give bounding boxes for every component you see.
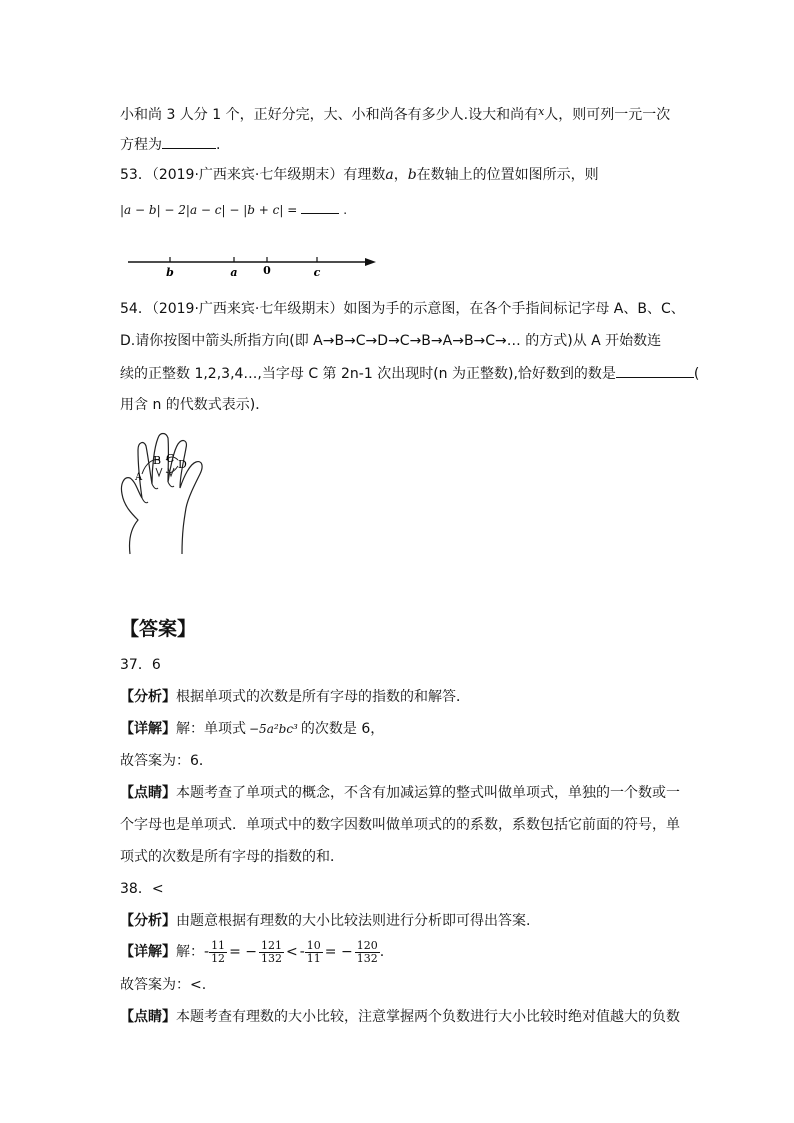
fraction-10-11	[305, 940, 323, 965]
equals-minus: = −	[229, 944, 257, 960]
answer-38-conclusion: 故答案为：<.	[120, 977, 207, 993]
comma: ，	[393, 167, 408, 183]
fraction-120-132	[355, 940, 380, 965]
q54-text: 续的正整数 1,2,3,4…,当字母 C 第 2n-1 次出现时(n 为正整数),恰好数到的数是	[120, 366, 616, 382]
denominator: 132	[260, 951, 282, 965]
numerator: 10	[306, 938, 321, 952]
answer-blank	[301, 199, 339, 214]
q53-expression-line	[120, 199, 347, 220]
q54-line2: D.请你按图中箭头所指方向(即 A→B→C→D→C→B→A→B→C→… 的方式)从 A 开始数连	[120, 333, 662, 349]
label-a: a	[230, 266, 238, 279]
label-zero: 0	[263, 264, 271, 277]
label-c: c	[313, 266, 321, 279]
answer-37-number: 37．6	[120, 657, 161, 673]
detail-tag: 【详解】	[120, 721, 176, 737]
variable-b: b	[407, 167, 417, 183]
minus-sign: -	[299, 944, 305, 960]
answer-37-comment1	[120, 783, 680, 803]
fraction-121-132	[259, 940, 284, 965]
finger-crease	[142, 482, 174, 503]
numerator: 11	[211, 938, 226, 952]
answer-37-detail	[120, 719, 384, 739]
q53-text: 53．（2019·广西来宾·七年级期末）有理数	[120, 167, 386, 183]
answer-37-conclusion: 故答案为：6．	[120, 753, 213, 769]
detail-text-after: 的次数是 6，	[300, 721, 385, 737]
hand-letter-d: D	[178, 458, 187, 471]
answer-blank	[616, 363, 694, 378]
axis-arrow-icon	[365, 258, 376, 266]
variable-x: x	[538, 105, 545, 118]
less-than: <	[285, 944, 298, 960]
hand-outline	[121, 434, 202, 555]
detail-text: 解：	[176, 944, 204, 960]
hand-letter-a: A	[135, 472, 143, 483]
answer-38-detail	[120, 937, 384, 967]
numerator: 120	[356, 938, 378, 952]
q52-text-after: 人，则可列一元一次	[544, 107, 671, 123]
denominator: 11	[306, 951, 321, 965]
answer-37-analysis	[120, 687, 470, 707]
answer-37-comment2: 个字母也是单项式．单项式中的数字因数叫做单项式的的系数，系数包括它前面的符号，单	[120, 817, 680, 833]
paren: (	[693, 366, 700, 382]
period: .	[379, 944, 385, 960]
detail-tag: 【详解】	[120, 944, 176, 960]
label-b: b	[166, 266, 174, 279]
answer-38-comment1	[120, 1007, 680, 1027]
q52-text: 小和尚 3 人分 1 个，正好分完，大、小和尚各有多少人.设大和尚有	[120, 107, 539, 123]
q53-text-suffix: 在数轴上的位置如图所示，则	[416, 167, 599, 183]
q54-line3	[120, 363, 699, 384]
period: .	[343, 203, 348, 217]
comment-text: 本题考查了单项式的概念，不含有加减运算的整式叫做单项式，单独的一个数或一	[176, 785, 680, 801]
hand-letter-b: B	[153, 454, 162, 467]
period: .	[216, 137, 221, 153]
fraction-11-12	[209, 940, 227, 965]
hand-diagram	[116, 432, 216, 560]
q52-line1	[120, 102, 670, 125]
comment-tag: 【点睛】	[120, 785, 176, 801]
q53-line1	[120, 165, 599, 185]
denominator: 12	[211, 951, 226, 965]
minus-sign: -	[204, 944, 210, 960]
hand-letter-c: C	[166, 452, 175, 465]
q54-line4: 用含 n 的代数式表示)．	[120, 397, 270, 413]
comment-text: 本题考查有理数的大小比较，注意掌握两个负数进行大小比较时绝对值越大的负数	[176, 1009, 680, 1025]
analysis-tag: 【分析】	[120, 689, 176, 705]
answer-38-number: 38．<	[120, 881, 164, 897]
numerator: 121	[260, 938, 282, 952]
analysis-tag: 【分析】	[120, 913, 176, 929]
denominator: 132	[356, 951, 378, 965]
q52-line2	[120, 134, 220, 155]
detail-text: 解：单项式	[176, 721, 246, 737]
comment-tag: 【点睛】	[120, 1009, 176, 1025]
q54-line1: 54．（2019·广西来宾·七年级期末）如图为手的示意图，在各个手指间标记字母 A、B、C、	[120, 301, 685, 317]
absolute-value-expression: |a − b| − 2|a − c| − |b + c| =	[120, 203, 298, 217]
answer-blank	[162, 134, 216, 149]
number-line	[120, 248, 390, 282]
monomial-expression: −5a²bc³	[249, 722, 298, 736]
analysis-text: 根据单项式的次数是所有字母的指数的和解答．	[176, 689, 470, 705]
answer-37-comment3: 项式的次数是所有字母的指数的和．	[120, 849, 344, 865]
q52-equation-prompt: 方程为	[120, 137, 162, 153]
variable-a: a	[385, 167, 394, 183]
answer-38-analysis	[120, 911, 530, 931]
analysis-text: 由题意根据有理数的大小比较法则进行分析即可得出答案.	[176, 913, 531, 929]
answers-heading: 【答案】	[120, 618, 197, 640]
equals-minus: = −	[324, 944, 353, 960]
